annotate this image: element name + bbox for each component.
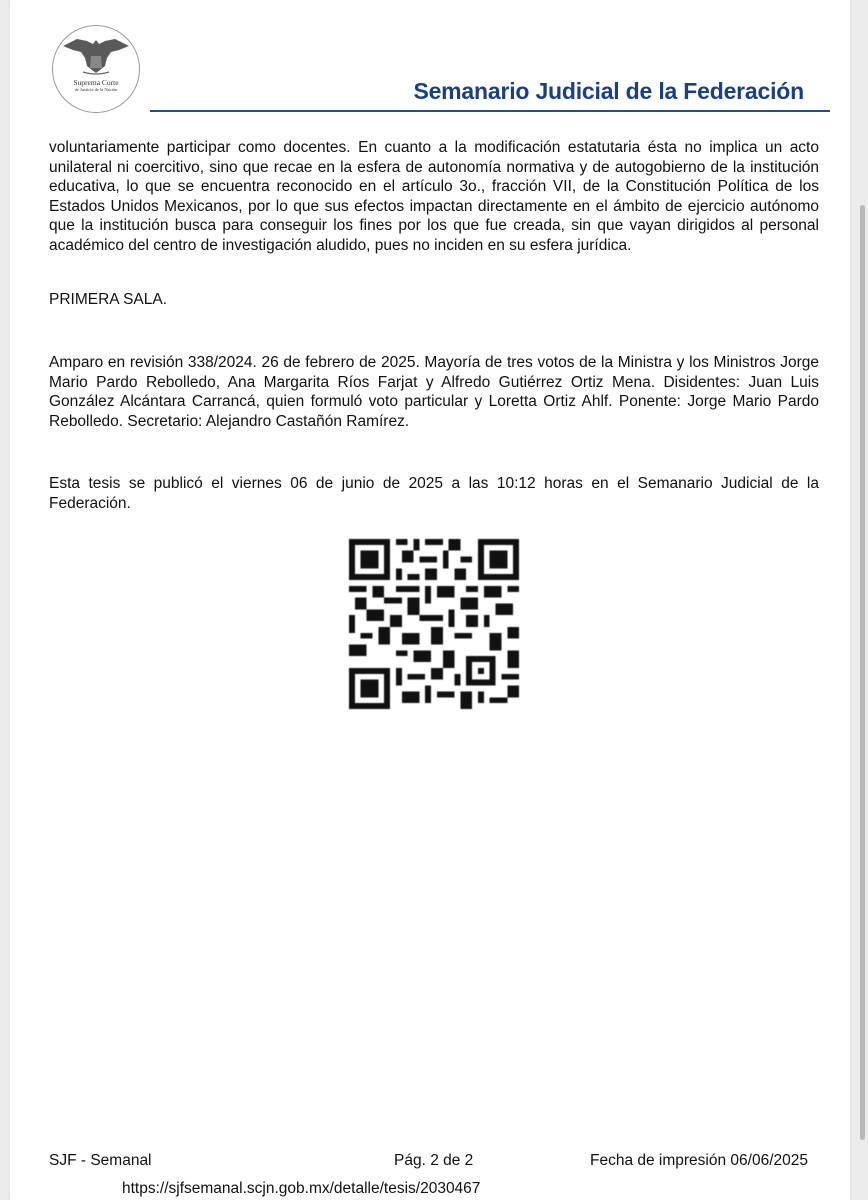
seal-name: Suprema Corte: [73, 78, 119, 87]
document-page: [10, 0, 850, 1200]
scjn-seal-icon: [52, 25, 140, 113]
thesis-url-link[interactable]: https://sjfsemanal.scjn.gob.mx/detalle/tesis/2030467: [122, 1180, 481, 1197]
thesis-paragraph: voluntariamente participar como docentes. En cuanto a la modificación estatutaria ésta no implica un acto unilateral ni coercitivo, sino que recae en la esfera de autonomía normativa y de autogobierno de la institución educativa, lo que se encuentra reconocido en el artículo 3o., fracción VII, de la Constitución Política de los Estados Unidos Mexicanos, por lo que sus efectos impactan directamente en el ámbito de ejercicio autónomo que la institución busca para conseguir los fines por los que fue creada, sin que vayan dirigidos al personal académico del centro de investigación aludido, pues no inciden en su esfera jurídica.: [49, 139, 819, 254]
footer-publication: SJF - Semanal: [49, 1152, 152, 1169]
page-number: Pág. 2 de 2: [394, 1152, 474, 1169]
sala-label: PRIMERA SALA.: [49, 291, 168, 308]
header-title: Semanario Judicial de la Federación: [413, 78, 804, 104]
vertical-scrollbar[interactable]: [860, 205, 865, 1140]
header-divider: [150, 110, 830, 112]
qr-code-icon: [349, 539, 519, 709]
seal-subtitle: de Justicia de la Nación: [74, 87, 118, 92]
publication-note: Esta tesis se publicó el viernes 06 de junio de 2025 a las 10:12 horas en el Semanario Judicial de la Federación.: [49, 475, 819, 512]
amparo-precedent: Amparo en revisión 338/2024. 26 de febrero de 2025. Mayoría de tres votos de la Ministra y los Ministros Jorge Mario Pardo Rebolledo, Ana Margarita Ríos Farjat y Alfredo Gutiérrez Ortiz Mena. Disidentes: Juan Luis González Alcántara Carrancá, quien formuló voto particular y Loretta Ortiz Ahlf. Ponente: Jorge Mario Pardo Rebolledo. Secretario: Alejandro Castañón Ramírez.: [49, 354, 819, 430]
print-date: Fecha de impresión 06/06/2025: [589, 1152, 808, 1169]
